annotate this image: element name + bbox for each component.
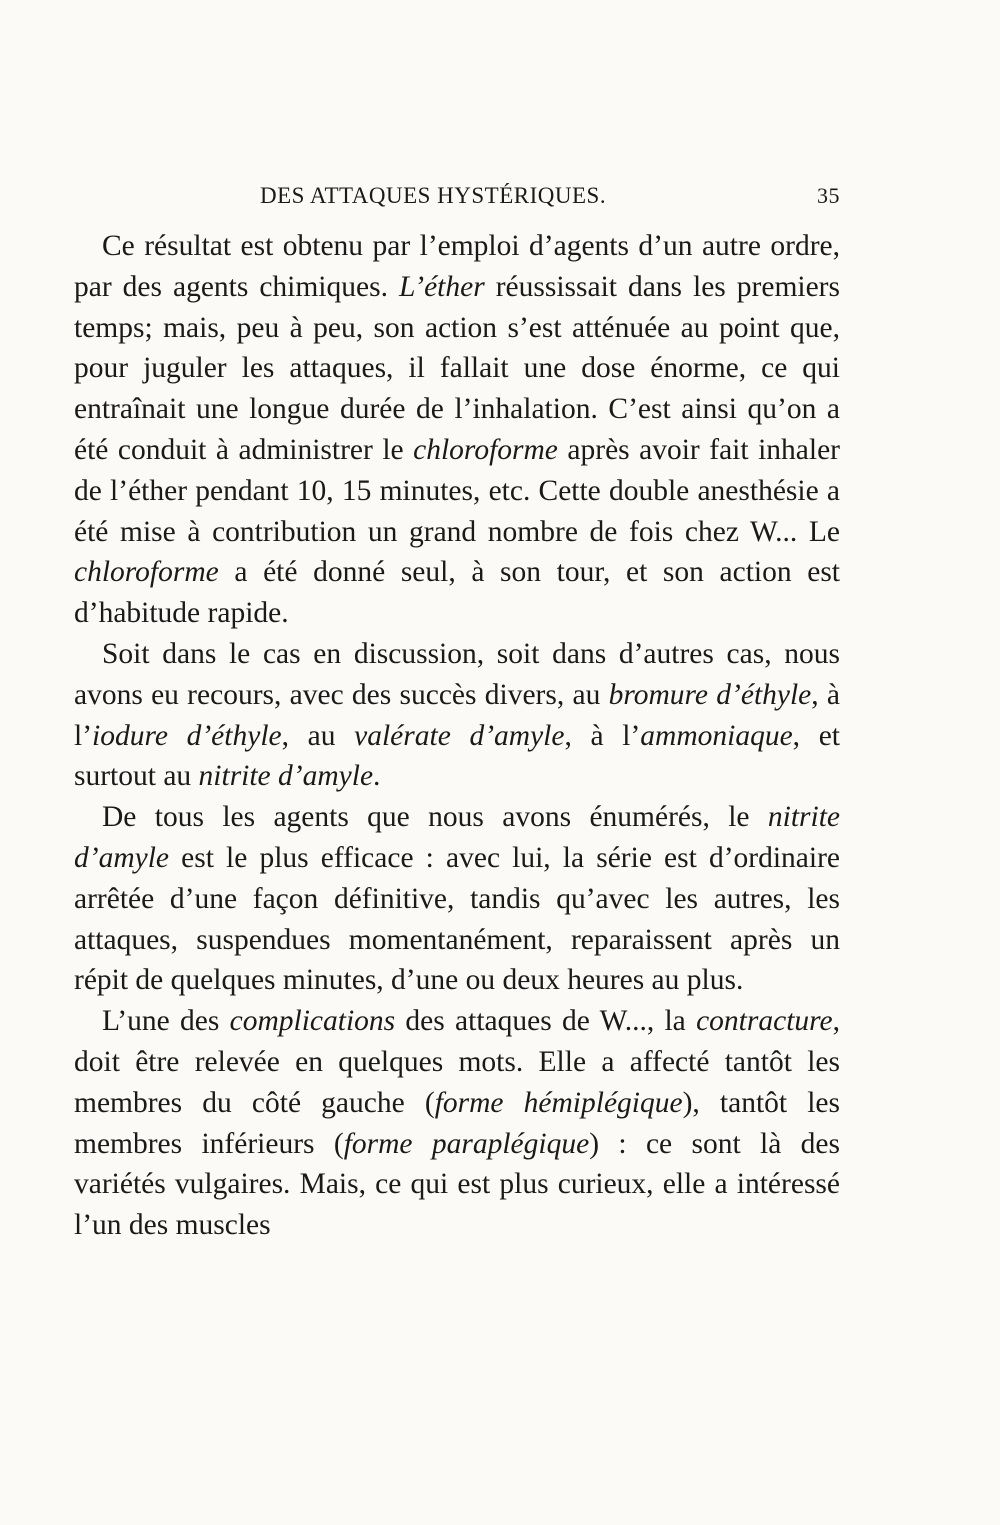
italic-term: bromure d’éthyle xyxy=(608,678,812,711)
text-run: a été donné seul, à son tour, et son action est d’habitude rapide. xyxy=(74,556,840,630)
text-run: réussissait dans les premiers temps; mais, peu à peu, son action s’est atténuée au point que, pour juguler les attaques, il fallait une dose énorme, ce qui entraînait une longue durée de l’inhalation. C’est ainsi qu’on a été conduit à administrer le xyxy=(74,270,840,466)
text-run: , au xyxy=(281,719,355,752)
italic-term: nitrite d’amyle xyxy=(74,801,840,874)
text-run: Ce résultat est obtenu par l’emploi d’agents d’un autre ordre, par des agents chimiques. xyxy=(74,230,840,303)
italic-term: contracture xyxy=(696,1005,833,1038)
italic-term: nitrite d’amyle xyxy=(198,760,374,793)
italic-term: forme paraplégique xyxy=(343,1127,590,1160)
italic-term: iodure d’éthyle xyxy=(92,719,282,752)
paragraph-4 xyxy=(74,1001,840,1246)
running-title: DES ATTAQUES HYSTÉRIQUES. xyxy=(260,183,607,208)
text-run: . xyxy=(373,760,381,793)
text-run: après avoir fait inhaler de l’éther pendant 10, 15 minutes, etc. Cette double anesthésie a été mise à contribution un grand nombre de fois chez W... Le xyxy=(74,433,840,548)
text-run: De tous les agents que nous avons énumérés, le xyxy=(102,801,768,834)
paragraph-1 xyxy=(74,226,840,634)
page-number: 35 xyxy=(817,183,840,208)
text-run: des attaques de W..., la xyxy=(395,1005,697,1038)
italic-term: chloroforme xyxy=(74,556,219,589)
italic-term: forme hémiplégique xyxy=(434,1086,683,1119)
italic-term: complications xyxy=(229,1005,396,1038)
text-run: , à l’ xyxy=(74,678,841,752)
text-run: L’une des xyxy=(102,1005,230,1038)
italic-term: valérate d’amyle xyxy=(354,719,565,752)
text-run: Soit dans le cas en discussion, soit dans d’autres cas, nous avons eu recours, avec des succès divers, au xyxy=(74,637,840,711)
paragraph-3 xyxy=(74,797,840,1001)
paragraph-2 xyxy=(74,634,840,797)
body-text xyxy=(74,226,840,1246)
italic-term: ammoniaque xyxy=(640,719,793,752)
running-header xyxy=(70,183,840,217)
text-run: , doit être relevée en quelques mots. Elle a affecté tantôt les membres du côté gauche ( xyxy=(74,1005,840,1119)
text-run: , à l’ xyxy=(564,719,641,752)
text-run: ), tantôt les membres inférieurs ( xyxy=(74,1086,841,1160)
italic-term: chloroforme xyxy=(413,433,558,466)
italic-term: L’éther xyxy=(398,270,485,303)
text-run: est le plus efficace : avec lui, la série est d’ordinaire arrêtée d’une façon définitive, tandis qu’avec les autres, les attaques, suspendues momentanément, reparaissent après un répit de quelques minutes, d’une ou deux heures au plus. xyxy=(74,841,840,997)
text-run: , et surtout au xyxy=(74,719,840,793)
text-run: ) : ce sont là des variétés vulgaires. Mais, ce qui est plus curieux, elle a intéressé l’un des muscles xyxy=(74,1127,840,1242)
